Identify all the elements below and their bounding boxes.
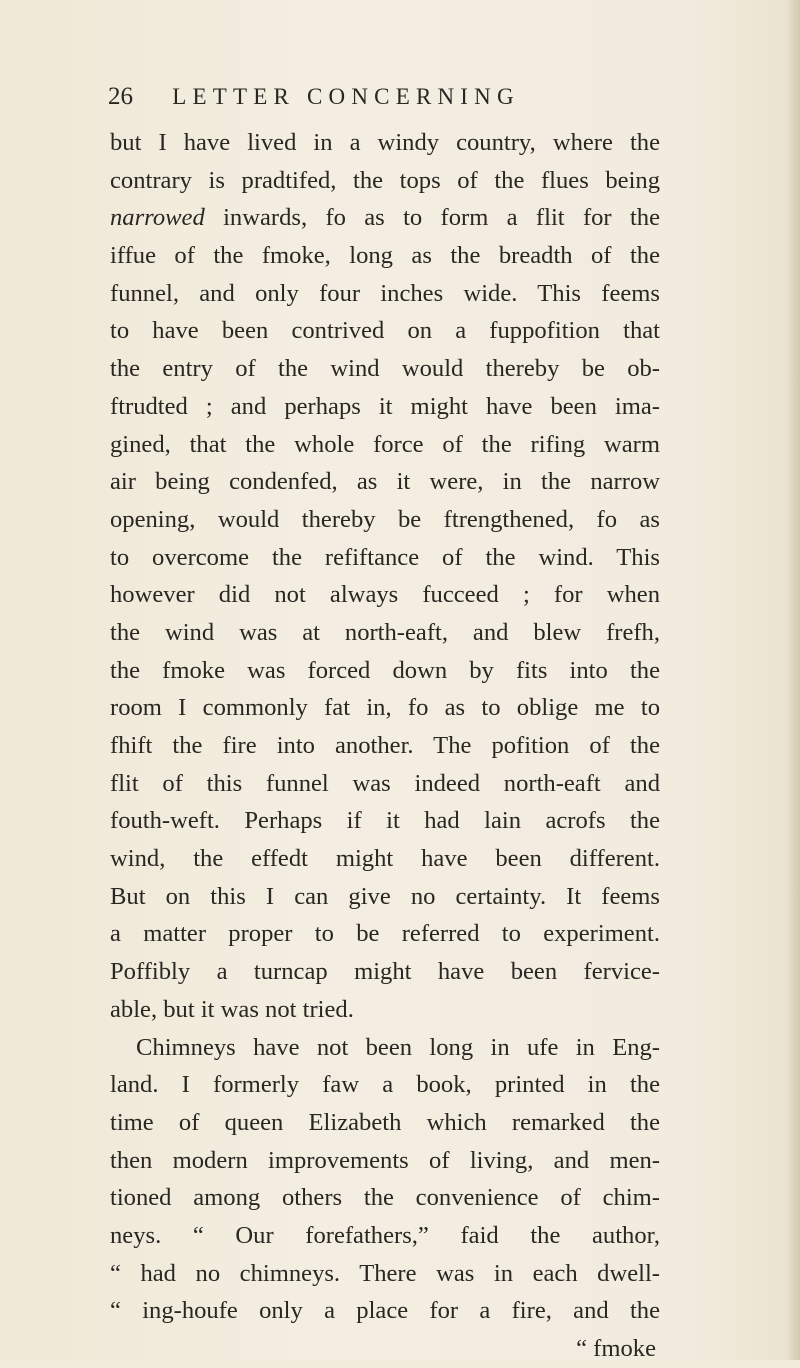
text-line: wind, the effedt might have been different. — [110, 845, 660, 873]
text-line: neys. “ Our forefathers,” faid the author, — [110, 1221, 660, 1249]
page-number: 26 — [108, 83, 133, 110]
text-line: the wind was at north-eaft, and blew frefh, — [110, 618, 660, 646]
text-line: the fmoke was forced down by fits into the — [110, 656, 660, 684]
text-line: gined, that the whole force of the rifing warm — [110, 430, 660, 458]
text-line: room I commonly fat in, fo as to oblige me to — [110, 694, 660, 722]
text-line: Chimneys have not been long in ufe in Eng- — [136, 1033, 660, 1061]
text-line: contrary is pradtifed, the tops of the flues being — [110, 166, 660, 194]
text-line: land. I formerly faw a book, printed in the — [110, 1071, 660, 1099]
text-line: opening, would thereby be ftrengthened, fo as — [110, 505, 660, 533]
text-line: “ ing-houfe only a place for a fire, and the — [110, 1297, 660, 1325]
text-line: the entry of the wind would thereby be ob- — [110, 355, 660, 383]
text-line: fouth-weft. Perhaps if it had lain acrofs the — [110, 807, 660, 835]
text-line: “ had no chimneys. There was in each dwell- — [110, 1259, 660, 1287]
text-line: ftrudted ; and perhaps it might have been ima- — [110, 392, 660, 420]
text-line: flit of this funnel was indeed north-eaft and — [110, 769, 660, 797]
running-title: LETTER CONCERNING — [172, 84, 520, 109]
text-line: a matter proper to be referred to experiment. — [110, 920, 660, 948]
page-edge-shadow — [786, 0, 800, 1360]
text-line: iffue of the fmoke, long as the breadth of the — [110, 242, 660, 270]
text-line: But on this I can give no certainty. It feems — [110, 882, 660, 910]
body-text — [110, 124, 660, 1368]
catchword: “ fmoke — [576, 1335, 656, 1362]
text-line: fhift the fire into another. The pofition of the — [110, 732, 660, 759]
text-line: then modern improvements of living, and men- — [110, 1146, 660, 1174]
text-line: time of queen Elizabeth which remarked the — [110, 1108, 660, 1136]
text-line: to overcome the refiftance of the wind. This — [110, 543, 660, 571]
page-header — [108, 80, 648, 114]
text-line — [110, 199, 660, 237]
italic-word: narrowed — [110, 204, 205, 232]
text-line: air being condenfed, as it were, in the narrow — [110, 468, 660, 496]
text-line: funnel, and only four inches wide. This feems — [110, 279, 660, 307]
text-line: however did not always fucceed ; for when — [110, 581, 660, 609]
text-line: to have been contrived on a fuppofition that — [110, 317, 660, 345]
text-line: tioned among others the convenience of chim- — [110, 1184, 660, 1212]
text-line: Poffibly a turncap might have been fervice- — [110, 958, 660, 986]
text-line-rest: inwards, fo as to form a flit for the — [223, 204, 661, 232]
text-line: but I have lived in a windy country, where the — [110, 129, 660, 156]
text-line: able, but it was not tried. — [110, 995, 354, 1023]
